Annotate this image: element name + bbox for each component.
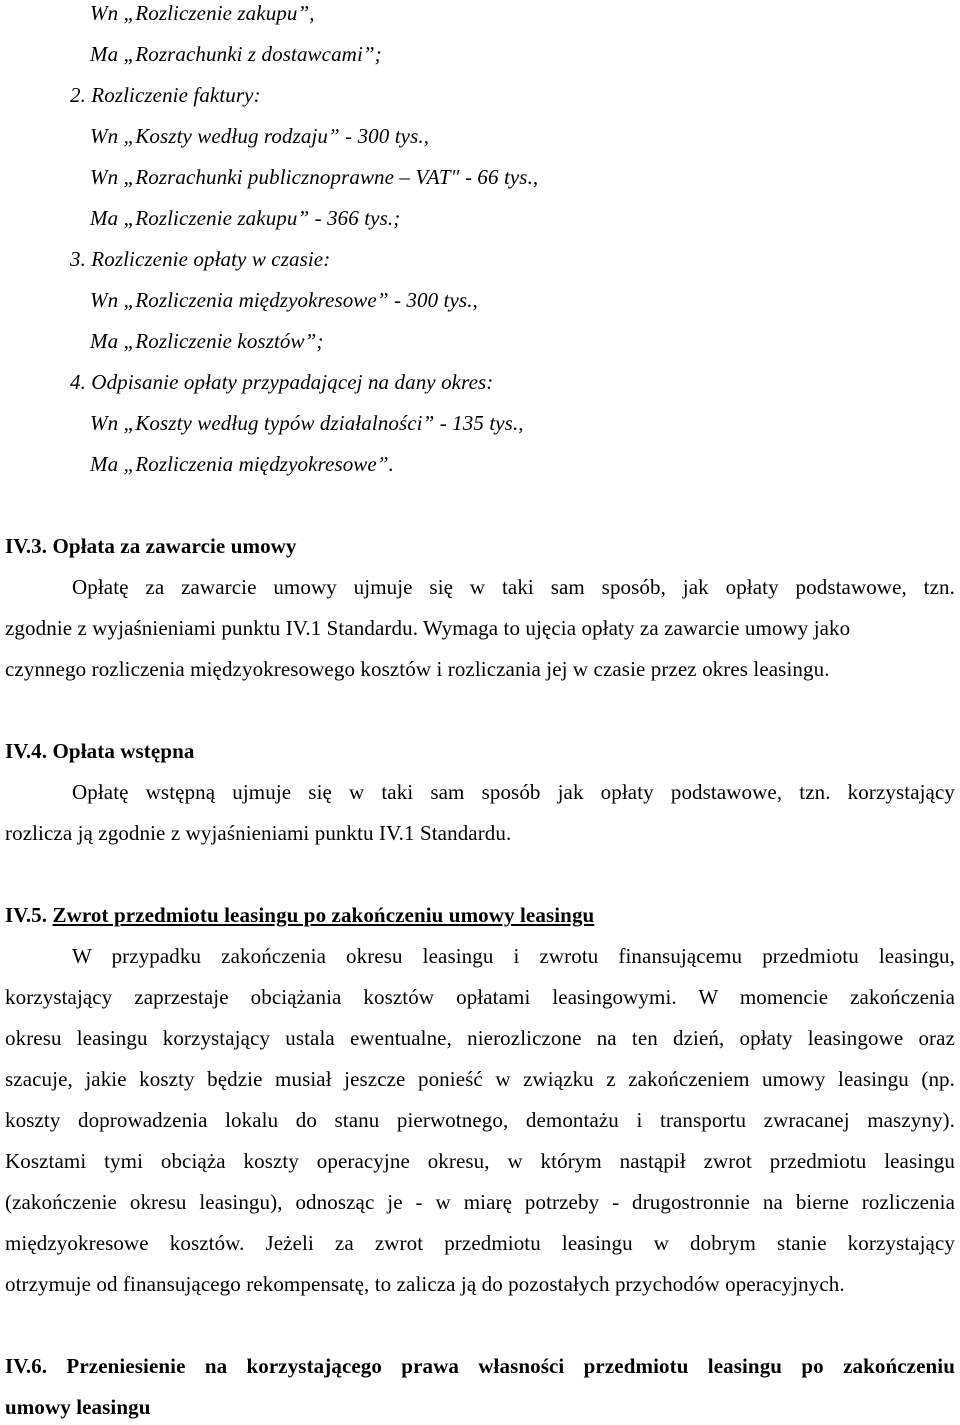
paragraph-line: szacuje, jakie koszty będzie musiał jeszcze ponieść w związku z zakończeniem umowy leasingu (np. — [5, 1067, 955, 1091]
entry-line: Ma „Rozliczenie kosztów”; — [90, 329, 324, 353]
paragraph-line: Opłatę wstępną ujmuje się w taki sam sposób jak opłaty podstawowe, tzn. korzystający — [72, 780, 955, 804]
paragraph-line: Opłatę za zawarcie umowy ujmuje się w taki sam sposób, jak opłaty podstawowe, tzn. — [72, 575, 955, 599]
paragraph-line: koszty doprowadzenia lokalu do stanu pierwotnego, demontażu i transportu zwracanej maszyny). — [5, 1108, 955, 1132]
entry-line: Wn „Rozrachunki publicznoprawne – VAT" - 66 tys., — [90, 165, 539, 189]
paragraph-line: okresu leasingu korzystający ustala ewentualne, nierozliczone na ten dzień, opłaty leasingowe oraz — [5, 1026, 955, 1050]
paragraph-line: (zakończenie okresu leasingu), odnosząc je - w miarę potrzeby - drugostronnie na bierne rozliczenia — [5, 1190, 955, 1214]
section-number: IV.5. — [5, 903, 48, 927]
entry-heading: 4. Odpisanie opłaty przypadającej na dany okres: — [70, 370, 494, 394]
entry-line: Wn „Koszty według rodzaju” - 300 tys., — [90, 124, 430, 148]
entry-line: Wn „Koszty według typów działalności” - 135 tys., — [90, 411, 524, 435]
paragraph-line: korzystający zaprzestaje obciążania kosztów opłatami leasingowymi. W momencie zakończenia — [5, 985, 955, 1009]
paragraph-line: zgodnie z wyjaśnieniami punktu IV.1 Standardu. Wymaga to ujęcia opłaty za zawarcie umowy jako — [5, 616, 851, 640]
entry-line: Ma „Rozliczenia międzyokresowe”. — [90, 452, 394, 476]
section-heading-iv5 — [5, 902, 594, 928]
paragraph-line: międzyokresowe kosztów. Jeżeli za zwrot przedmiotu leasingu w dobrym stanie korzystający — [5, 1231, 955, 1255]
entry-line: Wn „Rozliczenia międzyokresowe” - 300 tys., — [90, 288, 478, 312]
entry-line: Wn „Rozliczenie zakupu”, — [90, 1, 315, 25]
section-heading-iv3: IV.3. Opłata za zawarcie umowy — [5, 534, 297, 558]
paragraph-line: W przypadku zakończenia okresu leasingu i zwrotu finansującemu przedmiotu leasingu, — [72, 944, 955, 968]
paragraph-line: czynnego rozliczenia międzyokresowego kosztów i rozliczania jej w czasie przez okres leasingu. — [5, 657, 830, 681]
entry-line: Ma „Rozliczenie zakupu” - 366 tys.; — [90, 206, 401, 230]
entry-heading: 2. Rozliczenie faktury: — [70, 83, 261, 107]
paragraph-line: rozlicza ją zgodnie z wyjaśnieniami punktu IV.1 Standardu. — [5, 821, 512, 845]
paragraph-line: Kosztami tymi obciąża koszty operacyjne okresu, w którym nastąpił zwrot przedmiotu leasingu — [5, 1149, 955, 1173]
entry-heading: 3. Rozliczenie opłaty w czasie: — [70, 247, 331, 271]
section-heading-iv6-cont: umowy leasingu — [5, 1395, 151, 1419]
section-heading-iv6: IV.6. Przeniesienie na korzystającego prawa własności przedmiotu leasingu po zakończeniu — [5, 1354, 955, 1378]
paragraph-line: otrzymuje od finansującego rekompensatę, to zalicza ją do pozostałych przychodów operacyjnych. — [5, 1272, 845, 1296]
section-title: Zwrot przedmiotu leasingu po zakończeniu umowy leasingu — [52, 903, 595, 927]
entry-line: Ma „Rozrachunki z dostawcami”; — [90, 42, 382, 66]
section-heading-iv4: IV.4. Opłata wstępna — [5, 739, 195, 763]
